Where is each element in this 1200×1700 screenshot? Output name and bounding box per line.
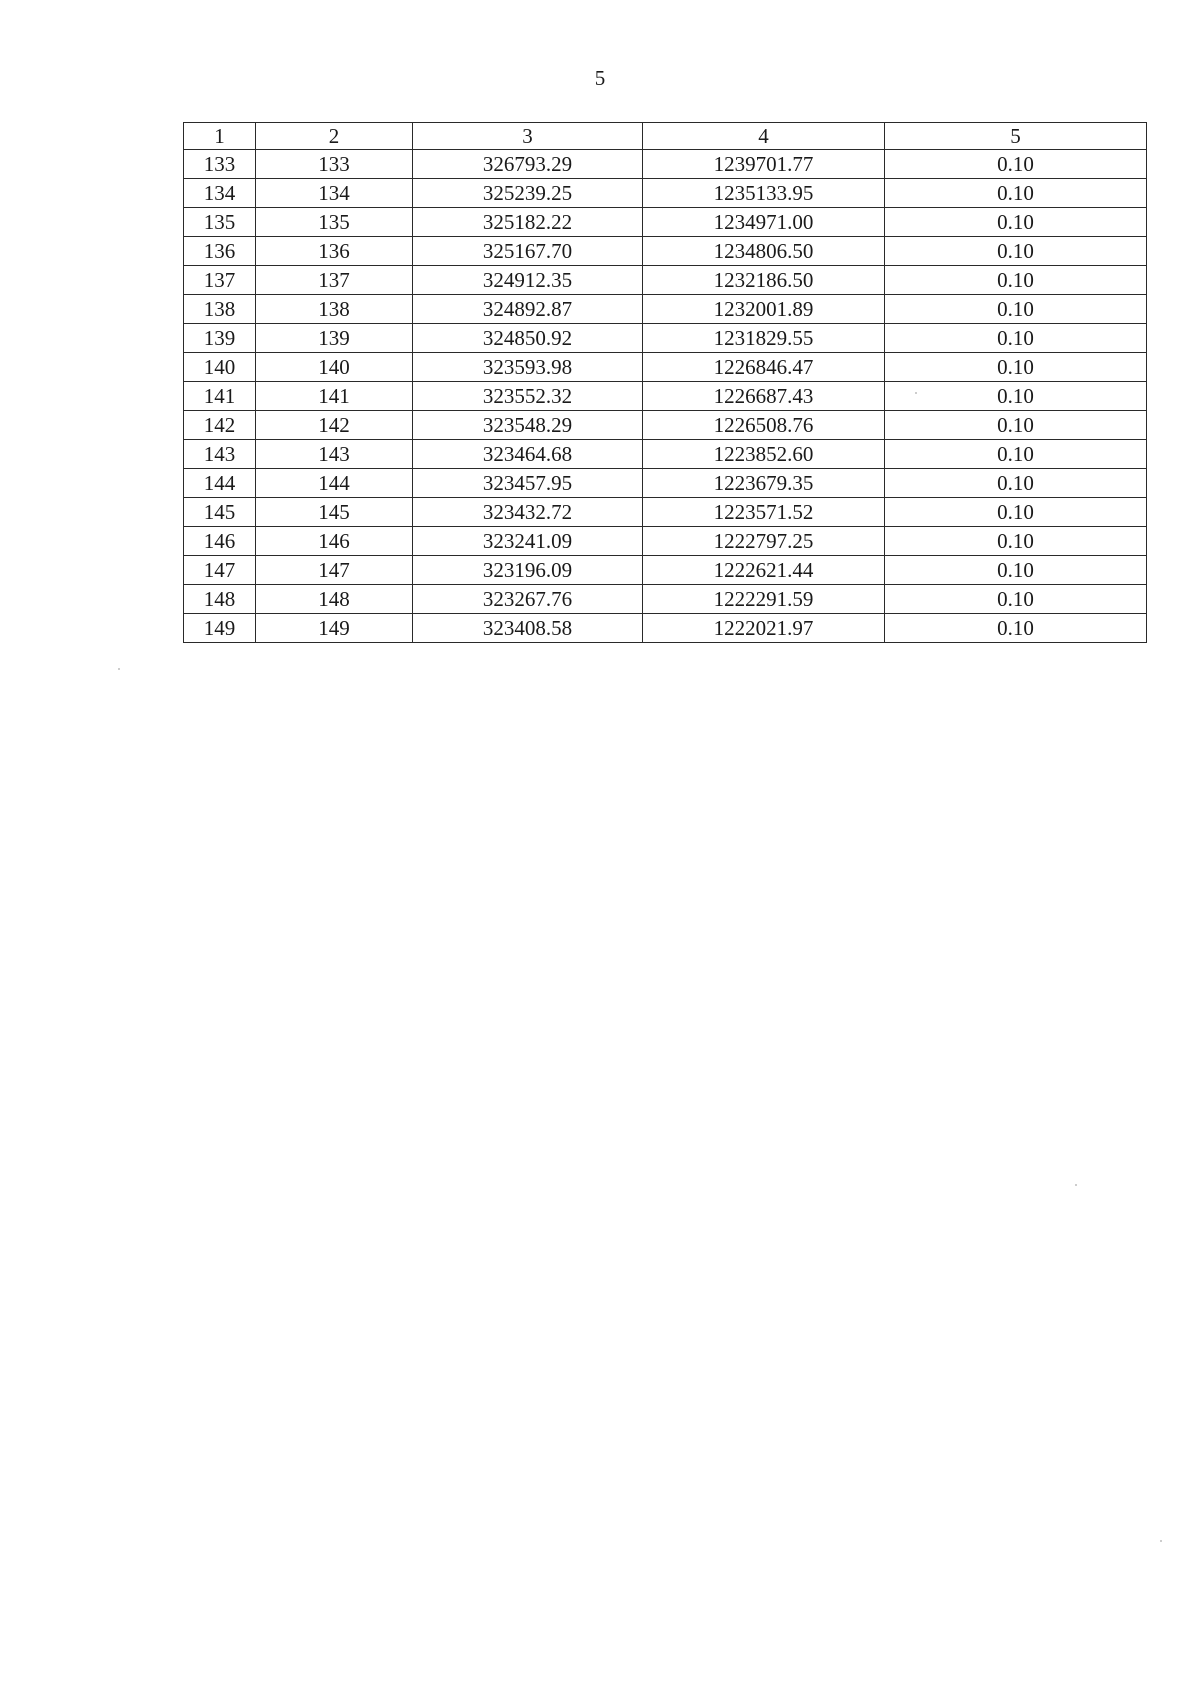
table-cell-col-4: 1226687.43 bbox=[643, 382, 885, 411]
table-cell-col-5: 0.10 bbox=[885, 469, 1147, 498]
table-cell-col-5: 0.10 bbox=[885, 237, 1147, 266]
scan-speck bbox=[1160, 1540, 1162, 1542]
table-cell-col-3: 323464.68 bbox=[413, 440, 643, 469]
table-cell-col-3: 326793.29 bbox=[413, 150, 643, 179]
table-cell-col-2: 148 bbox=[256, 585, 413, 614]
table-cell-col-4: 1231829.55 bbox=[643, 324, 885, 353]
table-cell-col-4: 1222621.44 bbox=[643, 556, 885, 585]
table-cell-col-4: 1223852.60 bbox=[643, 440, 885, 469]
table-cell-col-1: 146 bbox=[184, 527, 256, 556]
page-number: 5 bbox=[594, 66, 606, 90]
table-cell-col-3: 323457.95 bbox=[413, 469, 643, 498]
header-cell-4: 4 bbox=[643, 123, 885, 150]
table-row bbox=[184, 266, 1147, 295]
table-row bbox=[184, 382, 1147, 411]
table-cell-col-4: 1223679.35 bbox=[643, 469, 885, 498]
table-cell-col-5: 0.10 bbox=[885, 353, 1147, 382]
table-cell-col-3: 323241.09 bbox=[413, 527, 643, 556]
table-cell-col-3: 325167.70 bbox=[413, 237, 643, 266]
table-row bbox=[184, 179, 1147, 208]
table-cell-col-5: 0.10 bbox=[885, 382, 1147, 411]
table-cell-col-2: 143 bbox=[256, 440, 413, 469]
table-cell-col-2: 133 bbox=[256, 150, 413, 179]
table-cell-col-2: 134 bbox=[256, 179, 413, 208]
table-cell-col-1: 141 bbox=[184, 382, 256, 411]
table-cell-col-5: 0.10 bbox=[885, 527, 1147, 556]
table-cell-col-1: 145 bbox=[184, 498, 256, 527]
table-cell-col-2: 138 bbox=[256, 295, 413, 324]
table-row bbox=[184, 208, 1147, 237]
table-cell-col-2: 141 bbox=[256, 382, 413, 411]
table-cell-col-4: 1232186.50 bbox=[643, 266, 885, 295]
table-cell-col-5: 0.10 bbox=[885, 208, 1147, 237]
table-cell-col-1: 136 bbox=[184, 237, 256, 266]
table-cell-col-2: 136 bbox=[256, 237, 413, 266]
header-cell-5: 5 bbox=[885, 123, 1147, 150]
scan-speck bbox=[915, 392, 917, 394]
table-cell-col-4: 1226508.76 bbox=[643, 411, 885, 440]
table-row bbox=[184, 295, 1147, 324]
table-cell-col-3: 323432.72 bbox=[413, 498, 643, 527]
table-cell-col-1: 149 bbox=[184, 614, 256, 643]
table-cell-col-3: 323196.09 bbox=[413, 556, 643, 585]
table-cell-col-1: 142 bbox=[184, 411, 256, 440]
table-cell-col-5: 0.10 bbox=[885, 324, 1147, 353]
table-cell-col-3: 323267.76 bbox=[413, 585, 643, 614]
table-cell-col-3: 324850.92 bbox=[413, 324, 643, 353]
table-cell-col-3: 324912.35 bbox=[413, 266, 643, 295]
table-cell-col-2: 135 bbox=[256, 208, 413, 237]
table-cell-col-1: 143 bbox=[184, 440, 256, 469]
table-cell-col-1: 133 bbox=[184, 150, 256, 179]
table-cell-col-5: 0.10 bbox=[885, 295, 1147, 324]
table-cell-col-4: 1222021.97 bbox=[643, 614, 885, 643]
table-row bbox=[184, 614, 1147, 643]
table-cell-col-5: 0.10 bbox=[885, 179, 1147, 208]
table-body bbox=[184, 123, 1147, 643]
table-cell-col-1: 147 bbox=[184, 556, 256, 585]
table-cell-col-1: 138 bbox=[184, 295, 256, 324]
table-cell-col-1: 139 bbox=[184, 324, 256, 353]
table-cell-col-5: 0.10 bbox=[885, 614, 1147, 643]
scan-speck bbox=[1075, 1184, 1077, 1186]
table-cell-col-5: 0.10 bbox=[885, 556, 1147, 585]
table-row bbox=[184, 527, 1147, 556]
table-cell-col-4: 1232001.89 bbox=[643, 295, 885, 324]
table-cell-col-5: 0.10 bbox=[885, 440, 1147, 469]
table-cell-col-2: 140 bbox=[256, 353, 413, 382]
table-row bbox=[184, 585, 1147, 614]
table-cell-col-2: 149 bbox=[256, 614, 413, 643]
table-cell-col-1: 140 bbox=[184, 353, 256, 382]
table-cell-col-4: 1223571.52 bbox=[643, 498, 885, 527]
table-cell-col-2: 147 bbox=[256, 556, 413, 585]
header-cell-2: 2 bbox=[256, 123, 413, 150]
table-cell-col-4: 1226846.47 bbox=[643, 353, 885, 382]
table-row bbox=[184, 411, 1147, 440]
coordinates-table bbox=[183, 122, 1147, 643]
table-row bbox=[184, 440, 1147, 469]
table-cell-col-3: 323548.29 bbox=[413, 411, 643, 440]
table-cell-col-4: 1239701.77 bbox=[643, 150, 885, 179]
header-cell-1: 1 bbox=[184, 123, 256, 150]
scan-speck bbox=[118, 668, 120, 670]
table-cell-col-1: 137 bbox=[184, 266, 256, 295]
table-cell-col-3: 325182.22 bbox=[413, 208, 643, 237]
header-cell-3: 3 bbox=[413, 123, 643, 150]
table-cell-col-5: 0.10 bbox=[885, 498, 1147, 527]
table-cell-col-2: 144 bbox=[256, 469, 413, 498]
table-cell-col-4: 1222291.59 bbox=[643, 585, 885, 614]
table-row bbox=[184, 324, 1147, 353]
table-cell-col-3: 324892.87 bbox=[413, 295, 643, 324]
table-cell-col-3: 323593.98 bbox=[413, 353, 643, 382]
table-row bbox=[184, 150, 1147, 179]
table-cell-col-4: 1234971.00 bbox=[643, 208, 885, 237]
table-cell-col-2: 137 bbox=[256, 266, 413, 295]
table-row bbox=[184, 556, 1147, 585]
table-cell-col-2: 139 bbox=[256, 324, 413, 353]
table-cell-col-1: 144 bbox=[184, 469, 256, 498]
table-cell-col-2: 145 bbox=[256, 498, 413, 527]
table-cell-col-1: 135 bbox=[184, 208, 256, 237]
table-cell-col-2: 146 bbox=[256, 527, 413, 556]
table-cell-col-3: 325239.25 bbox=[413, 179, 643, 208]
table-cell-col-4: 1222797.25 bbox=[643, 527, 885, 556]
table-cell-col-2: 142 bbox=[256, 411, 413, 440]
table-cell-col-5: 0.10 bbox=[885, 411, 1147, 440]
table-cell-col-4: 1235133.95 bbox=[643, 179, 885, 208]
table-row bbox=[184, 498, 1147, 527]
table-cell-col-4: 1234806.50 bbox=[643, 237, 885, 266]
table-cell-col-3: 323408.58 bbox=[413, 614, 643, 643]
table-header-row bbox=[184, 123, 1147, 150]
table-cell-col-1: 148 bbox=[184, 585, 256, 614]
table-cell-col-3: 323552.32 bbox=[413, 382, 643, 411]
table-row bbox=[184, 237, 1147, 266]
table-cell-col-5: 0.10 bbox=[885, 266, 1147, 295]
table-row bbox=[184, 469, 1147, 498]
table-cell-col-5: 0.10 bbox=[885, 150, 1147, 179]
table-cell-col-1: 134 bbox=[184, 179, 256, 208]
table-row bbox=[184, 353, 1147, 382]
table-cell-col-5: 0.10 bbox=[885, 585, 1147, 614]
